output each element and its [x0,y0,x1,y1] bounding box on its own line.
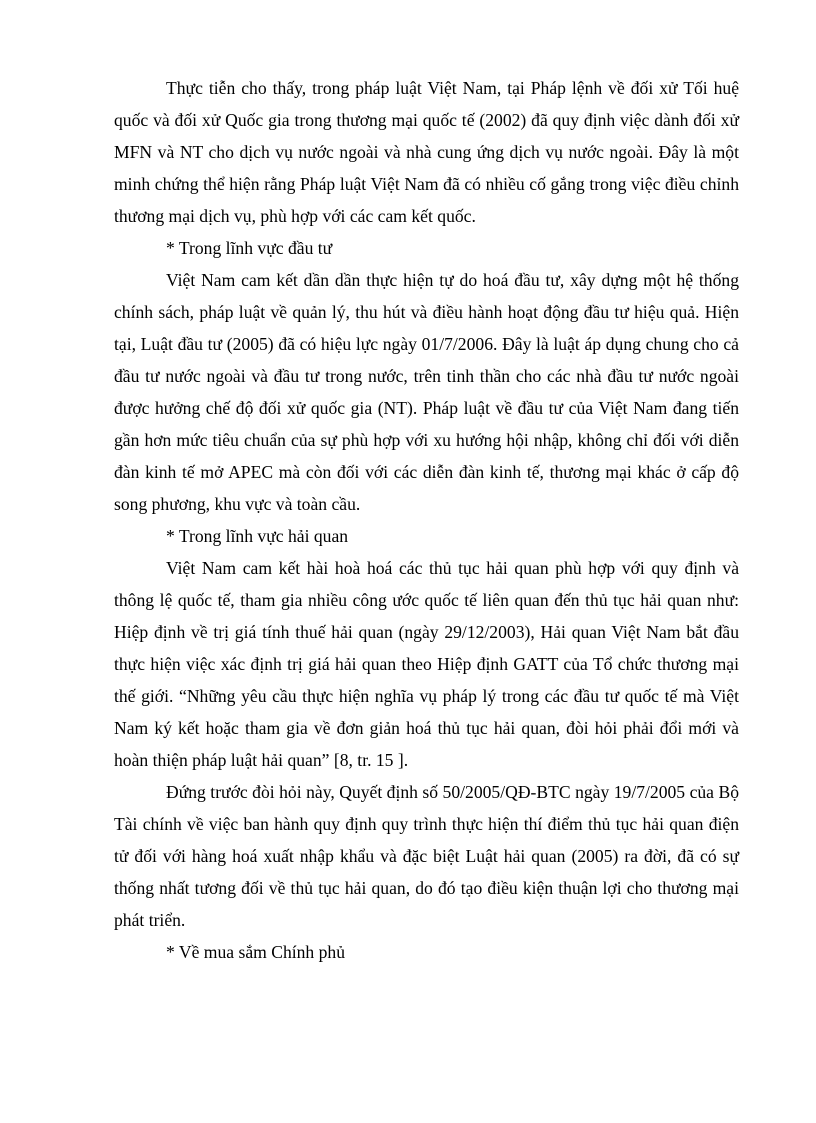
paragraph-e-customs-decision: Đứng trước đòi hỏi này, Quyết định số 50/2005/QĐ-BTC ngày 19/7/2005 của Bộ Tài chính về việc ban hành quy định quy trình thực hiện thí điểm thủ tục hải quan điện tử đối với hàng hoá xuất nhập khẩu và đặc biệt Luật hải quan (2005) ra đời, đã có sự thống nhất tương đối về thủ tục hải quan, do đó tạo điều kiện thuận lợi cho thương mại phát triển. [114,782,739,930]
heading-investment: * Trong lĩnh vực đầu tư [166,238,333,258]
paragraph-mfn-nt-ordinance: Thực tiễn cho thấy, trong pháp luật Việt Nam, tại Pháp lệnh về đối xử Tối huệ quốc và đối xử Quốc gia trong thương mại quốc tế (2002) đã quy định việc dành đối xử MFN và NT cho dịch vụ nước ngoài và nhà cung ứng dịch vụ nước ngoài. Đây là một minh chứng thể hiện rằng Pháp luật Việt Nam đã có nhiều cố gắng trong việc điều chỉnh thương mại dịch vụ, phù hợp với các cam kết quốc. [114,78,739,226]
heading-customs: * Trong lĩnh vực hải quan [166,526,349,546]
document-body [114,72,739,968]
paragraph-investment: Việt Nam cam kết dần dần thực hiện tự do hoá đầu tư, xây dựng một hệ thống chính sách, pháp luật về quản lý, thu hút và điều hành hoạt động đầu tư hiệu quả. Hiện tại, Luật đầu tư (2005) đã có hiệu lực ngày 01/7/2006. Đây là luật áp dụng chung cho cả đầu tư nước ngoài và đầu tư trong nước, trên tinh thần cho các nhà đầu tư nước ngoài được hưởng chế độ đối xử quốc gia (NT). Pháp luật về đầu tư của Việt Nam đang tiến gần hơn mức tiêu chuẩn của sự phù hợp với xu hướng hội nhập, không chỉ đối với diễn đàn kinh tế mở APEC mà còn đối với các diễn đàn kinh tế, thương mại khác ở cấp độ song phương, khu vực và toàn cầu. [114,270,739,514]
paragraph-customs: Việt Nam cam kết hài hoà hoá các thủ tục hải quan phù hợp với quy định và thông lệ quốc tế, tham gia nhiều công ước quốc tế liên quan đến thủ tục hải quan như: Hiệp định về trị giá tính thuế hải quan (ngày 29/12/2003), Hải quan Việt Nam bắt đầu thực hiện việc xác định trị giá hải quan theo Hiệp định GATT của Tổ chức thương mại thế giới. “Những yêu cầu thực hiện nghĩa vụ pháp lý trong các đầu tư quốc tế mà Việt Nam ký kết hoặc tham gia về đơn giản hoá thủ tục hải quan, đòi hỏi phải đổi mới và hoàn thiện pháp luật hải quan” [8, tr. 15 ]. [114,558,739,770]
heading-government-procurement: * Về mua sắm Chính phủ [166,942,346,962]
